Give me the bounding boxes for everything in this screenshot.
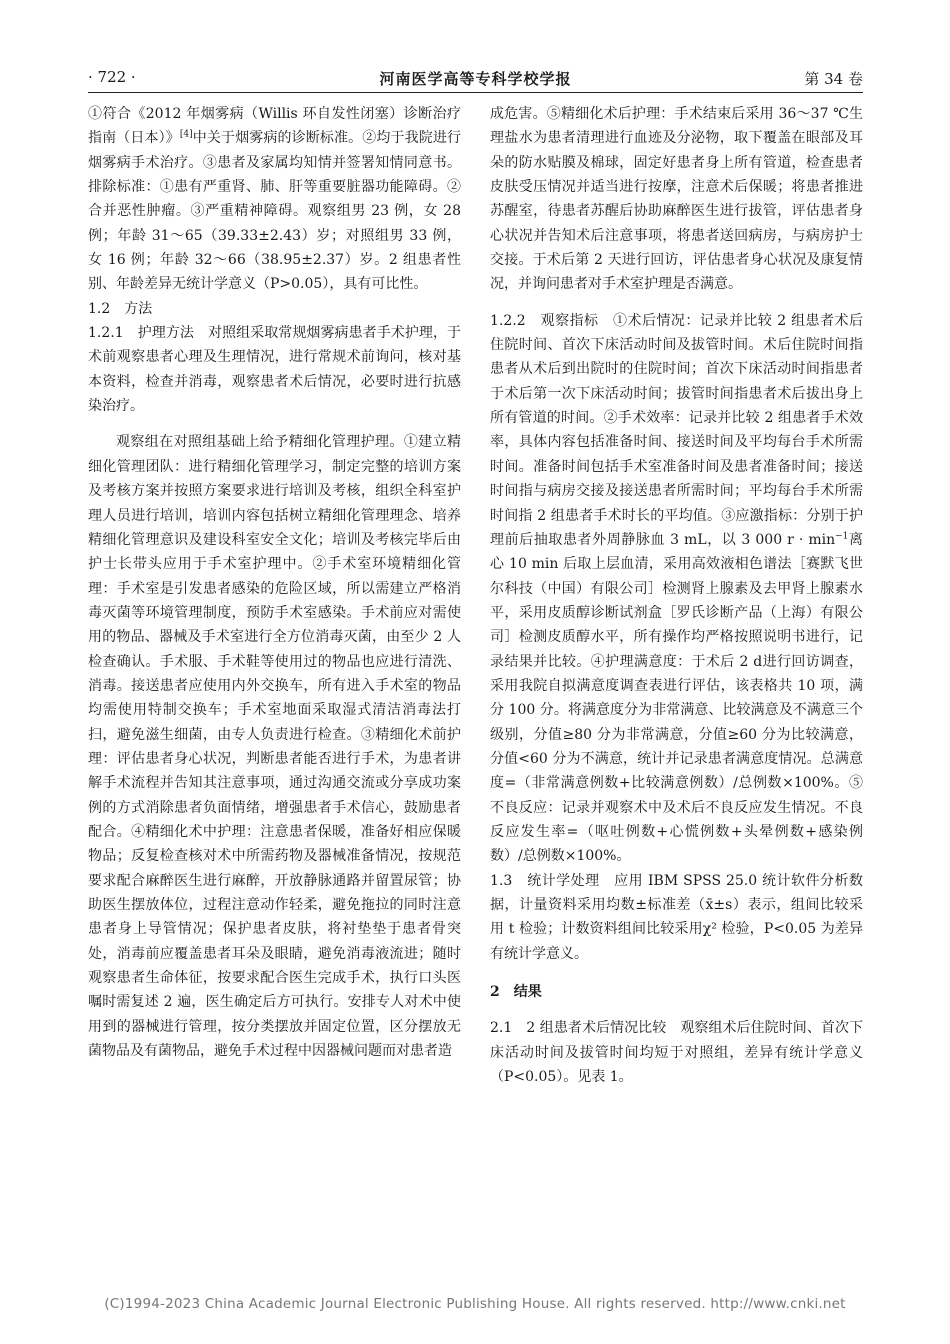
spacer bbox=[490, 297, 863, 309]
section-1-3: 1.3 统计学处理 应用 IBM SPSS 25.0 统计软件分析数据，计量资料采用均数±标准差（x̄±s）表示，组间比较采用 t 检验；计数资料组间比较采用χ² 检验，P<0.05 为差异有统计学意义。 bbox=[490, 872, 863, 962]
volume-label: 第 34 卷 bbox=[804, 70, 863, 88]
copyright-footer: (C)1994-2023 China Academic Journal Electronic Publishing House. All rights reserved. http://www.cnki.net bbox=[104, 1296, 846, 1312]
section-1-2-1: 1.2.1 护理方法 对照组采取常规烟雾病患者手术护理，于术前观察患者心理及生理情况，进行常规术前询问，核对基本资料，检查并消毒，观察患者术后情况，必要时进行抗感染治疗。 bbox=[88, 325, 461, 415]
inclusion-text-a: ①符合《2012 年烟雾病（Willis 环自发性闭塞）诊断治疗指南（日本）》 bbox=[88, 106, 461, 147]
section-2-heading: 2 结果 bbox=[490, 984, 542, 1001]
section-1-2-2-text-a: 1.2.2 观察指标 ①术后情况：记录并比较 2 组患者术后住院时间、首次下床活动时间及拔管时间。术后住院时间指患者从术后到出院时的住院时间；首次下床活动时间指患者于术后第一次下床活动时间；拔管时间指患者术后拔出身上所有管道的时间。②手术效率：记录并比较 2 组患者手术效率，具体内容包括准备时间、接送时间及平均每台手术所需时间。准备时间包括手术室准备时间及患者准备时间；接送时间指与病房交接及接送患者所需时间；平均每台手术所需时间指 2 组患者手术时长的平均值。③应激指标：分别于护理前后抽取患者外周静脉血 3 mL，以 3 000 r · min bbox=[490, 312, 863, 548]
inclusion-paragraph bbox=[88, 102, 461, 297]
observation-group-paragraph: 观察组在对照组基础上给予精细化管理护理。①建立精细化管理团队：进行精细化管理学习，制定完整的培训方案及考核方案并按照方案要求进行培训及考核，组织全科室护理人员进行培训，培训内容包括树立精细化管理理念、培养精细化管理意识及建设科室安全文化；培训及考核完毕后由护士长带头应用于手术室护理中。②手术室环境精细化管理：手术室是引发患者感染的危险区域，所以需建立严格消毒灭菌等环境管理制度，预防手术室感染。手术前应对需使用的物品、器械及手术室进行全方位消毒灭菌，由至少 2 人检查确认。手术服、手术鞋等使用过的物品也应进行清洗、消毒。接送患者应使用内外交换车，所有进入手术室的物品均需使用特制交换车；手术室地面采取湿式清洁消毒法打扫，避免滋生细菌，由专人负责进行检查。③精细化术前护理：评估患者身心状况，判断患者能否进行手术，为患者讲解手术流程并告知其注意事项，通过沟通交流或分享成功案例的方式消除患者负面情绪，增强患者手术信心，鼓励患者配合。④精细化术中护理：注意患者保暖，准备好相应保暖物品；反复检查核对术中所需药物及器械准备情况，按规范要求配合麻醉医生进行麻醉，开放静脉通路并留置尿管；协助医生摆放体位，过程注意动作轻柔，避免拖拉的同时注意患者身上导管情况；保护患者皮肤，将衬垫垫于患者骨突处，消毒前应覆盖患者耳朵及眼睛，避免消毒液流进；随时观察患者生命体征，按要求配合医生完成手术，执行口头医嘱时需复述 2 遍，医生确定后方可执行。安排专人对术中使用到的器械进行管理，按分类摆放并固定位置，区分摆放无菌物品及有菌物品，避免手术过程中因器械问题而对患者造 bbox=[88, 434, 461, 1060]
unit-superscript: −1 bbox=[835, 531, 849, 542]
header-rule bbox=[88, 92, 863, 93]
section-2-1: 2.1 2 组患者术后情况比较 观察组术后住院时间、首次下床活动时间及拔管时间均短于对照组，差异有统计学意义（P<0.05）。见表 1。 bbox=[490, 1020, 863, 1086]
spacer bbox=[490, 1004, 863, 1016]
journal-title: 河南医学高等专科学校学报 bbox=[379, 70, 572, 88]
page-number: · 722 · bbox=[88, 68, 136, 86]
spacer bbox=[490, 966, 863, 980]
section-1-2-2 bbox=[490, 309, 863, 869]
section-1-2-2-text-b: 离心 10 min 后取上层血清，采用高效液相色谱法［赛默飞世尔科技（中国）有限公司］检测肾上腺素及去甲肾上腺素水平，采用皮质醇诊断试剂盒［罗氏诊断产品（上海）有限公司］检测皮质醇水平，所有操作均严格按照说明书进行，记录结果并比较。④护理满意度：于术后 2 d进行回访调查，采用我院自拟满意度调查表进行评估，该表格共 10 项，满分 100 分。将满意度分为非常满意、比较满意及不满意三个级别，分值≥80 分为非常满意，分值≥60 分为比较满意，分值<60 分为不满意，统计并记录患者满意度情况。总满意度=（非常满意例数+比较满意例数）/总例数×100%。⑤不良反应：记录并观察术中及术后不良反应发生情况。不良反应发生率=（呕吐例数+心慌例数+头晕例数+感染例数）/总例数×100%。 bbox=[490, 531, 864, 865]
left-column bbox=[88, 102, 461, 1063]
spacer bbox=[88, 418, 461, 430]
section-1-2-heading: 1.2 方法 bbox=[88, 300, 153, 317]
running-header bbox=[88, 68, 863, 92]
continued-paragraph: 成危害。⑤精细化术后护理：手术结束后采用 36～37 ℃生理盐水为患者清理进行血迹及分泌物，取下覆盖在眼部及耳朵的防水贴膜及棉球，固定好患者身上所有管道，检查患者皮肤受压情况并适当进行按摩，注意术后保暖；将患者推进苏醒室，待患者苏醒后协助麻醉医生进行拔管，评估患者身心状况并告知术后注意事项，将患者送回病房，与病房护士交接。于术后第 2 天进行回访，评估患者身心状况及康复情况，并询问患者对手术室护理是否满意。 bbox=[490, 106, 863, 293]
citation-ref: [4] bbox=[179, 129, 193, 140]
inclusion-text-b: 中关于烟雾病的诊断标准。②均于我院进行烟雾病手术治疗。③患者及家属均知情并签署知情同意书。排除标准：①患有严重肾、肺、肝等重要脏器功能障碍。②合并恶性肿瘤。③严重精神障碍。观察组男 23 例，女 28 例；年龄 31～65（39.33±2.43）岁；对照组男 33 例，女 16 例；年龄 32～66（38.95±2.37）岁。2 组患者性别、年龄差异无统计学意义（P>0.05），具有可比性。 bbox=[88, 130, 461, 293]
right-column bbox=[490, 102, 863, 1089]
